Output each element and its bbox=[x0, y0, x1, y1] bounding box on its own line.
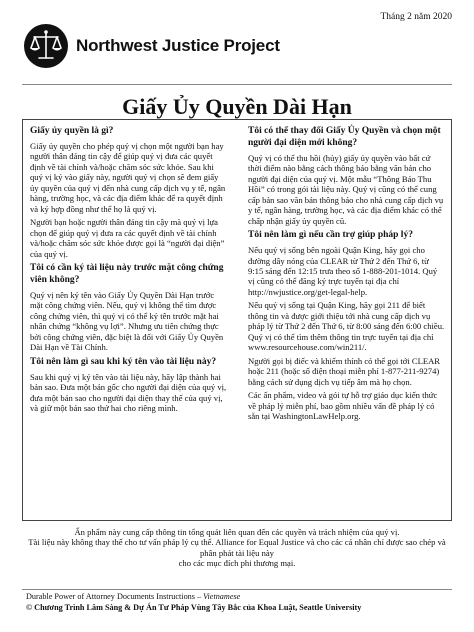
section-paragraph: Sau khi quý vị ký tên vào tài liệu này, hãy lập thành hai bản sao. Đưa một bản gốc cho người đại diện của quý vị, đưa một bản sao cho người đại diện thay thế của quý vị, và giữ một bản sao thứ hai cho riêng mình. bbox=[30, 371, 227, 414]
section-paragraph: Nếu quý vị sống bên ngoài Quận King, hãy gọi cho đường dây nóng của CLEAR từ Thứ 2 đến Thứ 6, từ 9:15 sáng đến 12:15 trưa theo số 1-888-201-1014. Quý vị cũng có thể đăng ký trực tuyến tại địa chỉ http://nwjustice.org/get-legal-help. bbox=[248, 245, 438, 297]
section-paragraph: Giấy ủy quyền cho phép quý vị chọn một người bạn hay người thân đáng tin cậy để giúp quý vị đưa các quyết định về tài chính và/hoặc chăm sóc sức khỏe. Sau khi quý vị ký vào giấy này, người quý vị chọn sẽ đem giấy ủy quyền của quý vị đến nhà cung cấp dịch vụ y tế, ngân hàng, trường học, và các địa điểm khác để ra quyết định và ký hợp đồng như thể họ là quý vị. bbox=[30, 140, 226, 214]
disclaimer-line: cho các mục đích phi thương mại. bbox=[178, 557, 296, 568]
section-change-agent bbox=[248, 126, 445, 226]
section-paragraph: Nếu quý vị sống tại Quận King, hãy gọi 211 để biết thông tin và được giới thiệu tới nhà cung cấp dịch vụ pháp lý từ Thứ 2 đến Thứ 6, từ 8:00 sáng đến 6:00 chiều. Quý vị có thể tìm thêm thông tin trực tuyến tại địa chỉ www.resourcehouse.com/win211/. bbox=[248, 300, 445, 353]
section-paragraph: Quý vị có thể thu hồi (hủy) giấy ủy quyền vào bất cứ thời điểm nào bằng cách thông báo bằng văn bản cho người đại diện của quý vị. Một mẫu “Thông Báo Thu Hồi” có trong gói tài liệu này. Quý vị cũng có thể cung cấp bản sao văn bản thông báo cho nhà cung cấp dịch vụ y tế, ngân hàng, trường học, và các địa điểm khác có thể chấp nhận giấy ủy quyền cũ. bbox=[248, 152, 444, 226]
section-paragraph: Người gọi bị điếc và khiếm thính có thể gọi tới CLEAR hoặc 211 (hoặc số điện thoại miễn phí 1-877-211-9274) bằng cách sử dụng dịch vụ tiếp âm mà họ chọn. bbox=[248, 355, 441, 387]
date-label: Tháng 2 năm 2020 bbox=[380, 12, 452, 22]
section-heading: Tôi có cần ký tài liệu này trước mặt công chứng viên không? bbox=[30, 263, 224, 286]
footer-language: Vietnamese bbox=[203, 592, 241, 601]
section-heading: Tôi nên làm gì sau khi ký tên vào tài liệu này? bbox=[30, 356, 217, 367]
org-logo bbox=[22, 22, 280, 70]
section-legal-help bbox=[248, 230, 445, 422]
footer-doc-title: Durable Power of Attorney Documents Instructions – bbox=[26, 592, 204, 601]
footer bbox=[26, 592, 361, 613]
document-title: Giấy Ủy Quyền Dài Hạn bbox=[122, 94, 352, 119]
left-column bbox=[30, 126, 227, 418]
section-paragraph: Các ấn phẩm, video và gói tự hỗ trợ giáo dục kiến thức về pháp lý miễn phí, bao gồm nhiều vấn đề pháp lý có sẵn tại WashingtonLawHelp.org. bbox=[248, 390, 438, 422]
section-heading: Tôi có thể thay đổi Giấy Ủy Quyền và chọn một người đại diện mới không? bbox=[248, 126, 441, 148]
disclaimer bbox=[24, 527, 450, 568]
right-column bbox=[248, 126, 445, 426]
scales-of-justice-icon bbox=[22, 22, 70, 70]
section-paragraph: Quý vị nên ký tên vào Giấy Ủy Quyền Dài Hạn trước mặt công chứng viên. Nếu, quý vị không thể tìm được công chứng viên, thì quý vị có thể ký tên trước mặt hai nhân chứng “không vụ lợi”. Nhưng ưu tiên chứng thực bởi công chứng viên, đặc biệt là đối với Giấy Ủy Quyền Dài Hạn về Tài Chính. bbox=[30, 289, 224, 353]
disclaimer-line: Ấn phẩm này cung cấp thông tin tổng quát liên quan đến các quyền và trách nhiệm của quý vị. bbox=[74, 527, 400, 537]
section-paragraph: Người bạn hoặc người thân đáng tin cậy mà quý vị lựa chọn để giúp quý vị đưa ra các quyết định về tài chính và/hoặc chăm sóc sức khỏe được gọi là “người đại diện” của quý vị. bbox=[30, 217, 225, 259]
footer-doc-line bbox=[26, 592, 361, 603]
footer-credit: © Chương Trình Lâm Sàng & Dự Án Tư Pháp Vùng Tây Bắc của Khoa Luật, Seattle University bbox=[26, 602, 362, 612]
disclaimer-line: Tài liệu này không thay thế cho tư vấn pháp lý cụ thể. Alliance for Equal Justice và cho các cá nhân chỉ được sao chép và phân phát tài liệu này bbox=[28, 537, 446, 558]
header-divider bbox=[22, 84, 452, 85]
section-heading: Giấy ủy quyền là gì? bbox=[30, 126, 114, 136]
section-heading: Tôi nên làm gì nếu cần trợ giúp pháp lý? bbox=[248, 230, 413, 241]
org-name: Northwest Justice Project bbox=[76, 36, 280, 55]
footer-divider bbox=[22, 589, 452, 590]
section-notary bbox=[30, 263, 227, 353]
section-what-is-poa bbox=[30, 126, 227, 259]
section-after-signing bbox=[30, 357, 227, 414]
